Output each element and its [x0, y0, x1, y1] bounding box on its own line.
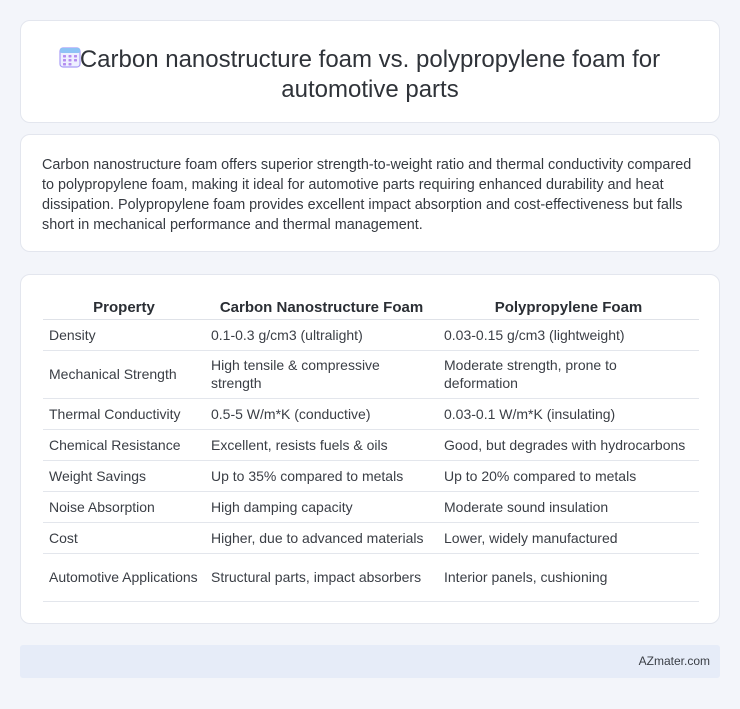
- cell-polypropylene: Lower, widely manufactured: [438, 522, 699, 553]
- table-row: [43, 522, 699, 553]
- page-title-line1: Carbon nanostructure foam vs. polypropylene foam for: [79, 46, 661, 73]
- cell-carbon: Higher, due to advanced materials: [205, 522, 438, 553]
- table-row: [43, 398, 699, 429]
- column-header-property: Property: [43, 295, 205, 319]
- cell-carbon: High damping capacity: [205, 491, 438, 522]
- cell-polypropylene: Up to 20% compared to metals: [438, 460, 699, 491]
- summary-card: [20, 134, 720, 252]
- cell-polypropylene: Moderate strength, prone to deformation: [438, 350, 699, 398]
- summary-text: Carbon nanostructure foam offers superior strength-to-weight ratio and thermal conductivity compared to polypropylene foam, making it ideal for automotive parts requiring enhanced durability and heat dissipation. Polypropylene foam provides excellent impact absorption and cost-effectiveness but falls short in mechanical performance and thermal management.: [42, 157, 692, 233]
- column-header-carbon: Carbon Nanostructure Foam: [205, 295, 438, 319]
- cell-carbon: 0.5-5 W/m*K (conductive): [205, 398, 438, 429]
- table-row: [43, 429, 699, 460]
- cell-property: Mechanical Strength: [43, 350, 205, 398]
- cell-property: Weight Savings: [43, 460, 205, 491]
- table-row: [43, 350, 699, 398]
- table-row: [43, 491, 699, 522]
- cell-property: Automotive Applications: [43, 553, 205, 601]
- cell-property: Density: [43, 319, 205, 350]
- column-header-polypropylene: Polypropylene Foam: [438, 295, 699, 319]
- page-title: [21, 45, 719, 105]
- cell-polypropylene: 0.03-0.15 g/cm3 (lightweight): [438, 319, 699, 350]
- title-card: [20, 20, 720, 123]
- table-row: [43, 553, 699, 601]
- cell-polypropylene: Moderate sound insulation: [438, 491, 699, 522]
- table-header-row: [43, 295, 699, 319]
- cell-carbon: Structural parts, impact absorbers: [205, 553, 438, 601]
- footer-brand[interactable]: AZmater.com: [638, 654, 710, 668]
- cell-polypropylene: Interior panels, cushioning: [438, 553, 699, 601]
- cell-property: Thermal Conductivity: [43, 398, 205, 429]
- comparison-table: [43, 295, 699, 602]
- cell-property: Noise Absorption: [43, 491, 205, 522]
- cell-polypropylene: 0.03-0.1 W/m*K (insulating): [438, 398, 699, 429]
- cell-polypropylene: Good, but degrades with hydrocarbons: [438, 429, 699, 460]
- table-row: [43, 319, 699, 350]
- cell-property: Chemical Resistance: [43, 429, 205, 460]
- cell-carbon: 0.1-0.3 g/cm3 (ultralight): [205, 319, 438, 350]
- cell-property: Cost: [43, 522, 205, 553]
- cell-carbon: High tensile & compressive strength: [205, 350, 438, 398]
- cell-carbon: Up to 35% compared to metals: [205, 460, 438, 491]
- comparison-card: [20, 274, 720, 624]
- footer-bar: [20, 645, 720, 678]
- table-row: [43, 460, 699, 491]
- cell-carbon: Excellent, resists fuels & oils: [205, 429, 438, 460]
- page-title-line2: automotive parts: [281, 76, 459, 103]
